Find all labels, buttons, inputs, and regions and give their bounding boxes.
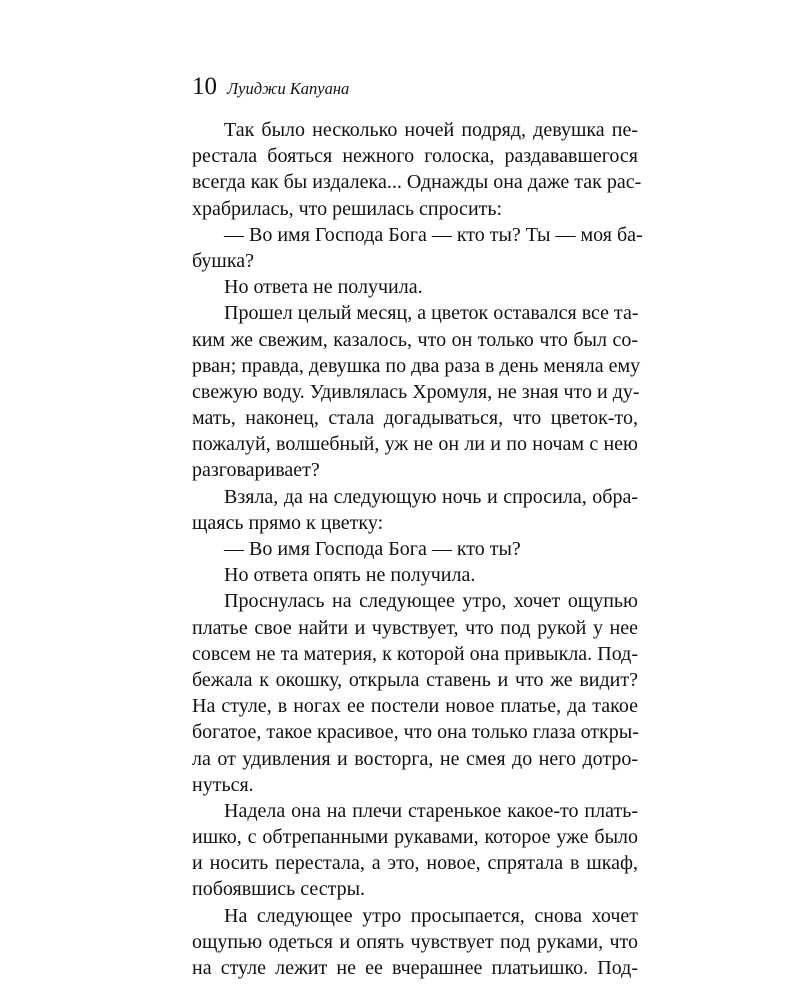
text-line: храбрилась, что решилась спросить: — [192, 197, 503, 220]
text-line: рестала бояться нежного голоска, раздававшегося — [192, 145, 638, 168]
text-line: на стуле лежит не ее вчерашнее платьишко. Под- — [192, 957, 638, 979]
text-line: ким же свежим, казалось, что он только что был со- — [192, 328, 638, 351]
text-line: ощупью одеться и опять чувствует под руками, что — [192, 930, 638, 953]
text-line: Но ответа не получила. — [224, 276, 423, 299]
text-line: мать, наконец, стала догадываться, что цветок-то, — [192, 407, 638, 430]
text-line: бушка? — [192, 249, 254, 272]
text-line: — Во имя Господа Бога — кто ты? — [224, 538, 521, 560]
text-line: платье свое найти и чувствует, что под рукой у нее — [192, 616, 638, 639]
page-number: 10 — [192, 73, 217, 100]
text-line: На стуле, в ногах ее постели новое платье, да такое — [192, 695, 638, 718]
body-text — [192, 117, 643, 981]
text-line: щаясь прямо к цветку: — [192, 511, 384, 534]
text-line: рван; правда, девушка по два раза в день меняла ему — [192, 354, 641, 377]
text-line: пожалуй, волшебный, уж не он ли и по ночам с нею — [192, 433, 638, 456]
text-line: всегда как бы издалека... Однажды она даже так рас- — [192, 171, 642, 194]
text-line: Прошел целый месяц, а цветок оставался все та- — [224, 302, 639, 325]
text-line: свежую воду. Удивлялась Хромуля, не зная что и ду- — [192, 380, 640, 403]
text-line: богатое, такое красивое, что она только глаза откры- — [192, 721, 639, 744]
text-line: Так было несколько ночей подряд, девушка пе- — [224, 119, 638, 141]
text-line: Взяла, да на следующую ночь и спросила, обра- — [224, 485, 638, 508]
text-line: Но ответа опять не получила. — [224, 564, 476, 587]
text-line: и носить перестала, а это, новое, спрятала в шкаф, — [192, 852, 638, 875]
text-line: нуться. — [192, 773, 254, 796]
text-line: ишко, с обтрепанными рукавами, которое уже было — [192, 826, 638, 849]
text-line: ла от удивления и восторга, не смея до него дотро- — [192, 747, 638, 770]
text-line: Надела она на плечи старенькое какое-то плать- — [224, 799, 638, 822]
text-line: разговаривает? — [192, 459, 320, 482]
text-line: совсем не та материя, к которой она привыкла. Под- — [192, 642, 638, 665]
running-header — [192, 74, 349, 99]
text-line: бежала к окошку, открыла ставень и что же видит? — [192, 668, 638, 691]
text-line: — Во имя Господа Бога — кто ты? Ты — моя ба- — [224, 223, 643, 246]
text-line: побоявшись сестры. — [192, 878, 366, 901]
text-line: На следующее утро просыпается, снова хочет — [224, 904, 638, 927]
text-line: Проснулась на следующее утро, хочет ощупью — [224, 590, 638, 613]
running-title: Луиджи Капуана — [227, 79, 350, 98]
